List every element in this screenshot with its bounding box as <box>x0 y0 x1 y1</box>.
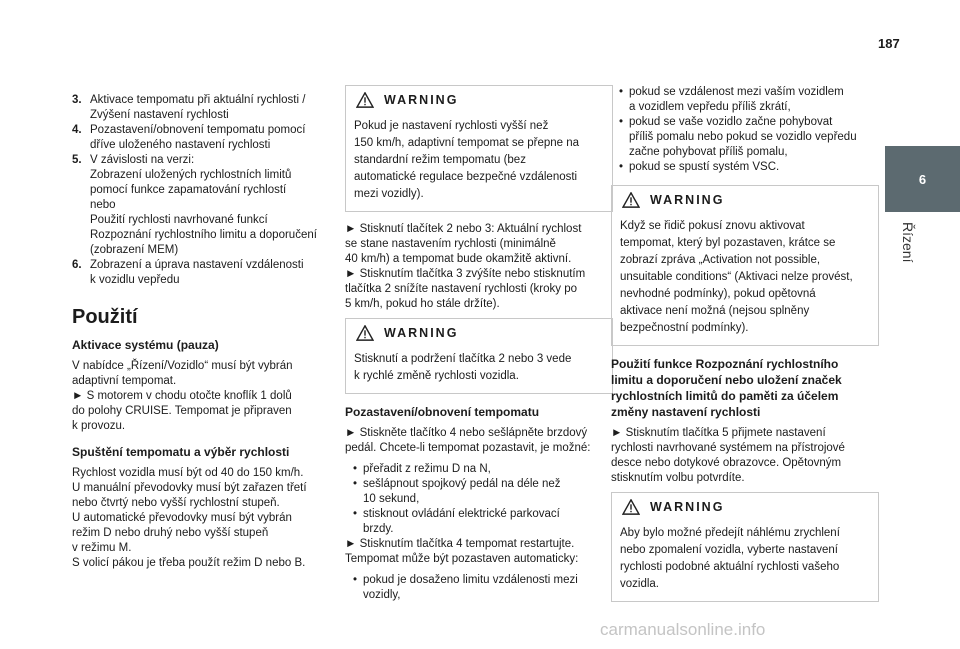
list-item <box>345 477 613 507</box>
list-item-text: pokud se vaše vozidlo začne pohybovat příliš pomalu nebo pokud se vozidlo vepředu začne pohybovat příliš pomalu, <box>629 116 857 158</box>
warning-text: Stisknutí a podržení tlačítka 2 nebo 3 vede k rychlé změně rychlosti vozidla. <box>354 353 572 382</box>
numbered-item <box>72 258 340 288</box>
bullet-icon: • <box>619 116 624 128</box>
subheading-activation: Aktivace systému (pauza) <box>72 338 219 352</box>
item-text: Zobrazení a úprava nastavení vzdálenosti k vozidlu vepředu <box>90 259 304 286</box>
warning-icon <box>622 192 640 208</box>
item-number: 4. <box>72 124 82 136</box>
bullet-icon: • <box>353 478 358 490</box>
list-item <box>345 573 613 603</box>
subheading-speed-limit: Použití funkce Rozpoznání rychlostního limitu a doporučení nebo uložení značek rychlostních limitů do paměti za účelem změny nastavení rychlosti <box>611 357 842 419</box>
bullet-icon: • <box>353 574 358 586</box>
list-item <box>345 462 613 477</box>
list-item <box>611 115 879 160</box>
paragraph-buttons: ► Stisknutí tlačítek 2 nebo 3: Aktuální rychlost se stane nastavením rychlosti (minimálně 40 km/h) a tempomat bude okamžitě aktivní. ► Stisknutím tlačítka 3 zvýšíte nebo stisknutím tlačítka 2 snížíte nastavení rychlosti (kroky po 5 km/h, pokud ho stále držíte). <box>345 223 586 310</box>
bullet-icon: • <box>619 161 624 173</box>
paragraph-speed-limit: ► Stisknutím tlačítka 5 přijmete nastavení rychlosti navrhované systémem na přístrojové desce nebo dotykové obrazovce. Opětovným stisknutím volbu potvrdíte. <box>611 427 845 484</box>
column-1 <box>72 93 340 577</box>
warning-box <box>611 492 879 602</box>
list-item-text: přeřadit z režimu D na N, <box>363 463 491 475</box>
list-item-text: pokud je dosaženo limitu vzdálenosti mezi vozidly, <box>363 574 578 601</box>
paragraph-restart: ► Stisknutím tlačítka 4 tempomat restartujte. Tempomat může být pozastaven automaticky: <box>345 538 579 565</box>
warning-box <box>611 185 879 346</box>
list-item <box>611 85 879 115</box>
warning-icon <box>356 92 374 108</box>
warning-title: WARNING <box>650 499 725 514</box>
bullet-icon: • <box>353 508 358 520</box>
numbered-item <box>72 153 340 258</box>
warning-title: WARNING <box>650 192 725 207</box>
bullet-icon: • <box>353 463 358 475</box>
item-text: Pozastavení/obnovení tempomatu pomocí dříve uloženého nastavení rychlosti <box>90 124 306 151</box>
item-number: 6. <box>72 259 82 271</box>
subheading-start: Spuštění tempomatu a výběr rychlosti <box>72 445 290 459</box>
list-item-text: stisknout ovládání elektrické parkovací brzdy. <box>363 508 560 535</box>
list-item-text: sešlápnout spojkový pedál na déle než 10 sekund, <box>363 478 561 505</box>
warning-title: WARNING <box>384 92 459 107</box>
bullet-icon: • <box>619 86 624 98</box>
numbered-item <box>72 93 340 123</box>
page-number: 187 <box>878 36 900 51</box>
warning-text: Pokud je nastavení rychlosti vyšší než 150 km/h, adaptivní tempomat se přepne na standardní režim tempomatu (bez automatické regulace bezpečné vzdálenosti mezi vozidly). <box>354 120 580 200</box>
warning-box <box>345 85 613 212</box>
list-item <box>611 160 879 175</box>
warning-box <box>345 318 613 394</box>
paragraph-pause: ► Stiskněte tlačítko 4 nebo sešlápněte brzdový pedál. Chcete-li tempomat pozastavit, je možné: <box>345 427 591 454</box>
item-number: 5. <box>72 154 82 166</box>
subheading-pause: Pozastavení/obnovení tempomatu <box>345 405 540 419</box>
bullet-list <box>345 573 613 603</box>
list-item <box>345 507 613 537</box>
warning-icon <box>356 325 374 341</box>
list-item-text: pokud se spustí systém VSC. <box>629 161 780 173</box>
item-number: 3. <box>72 94 82 106</box>
warning-text: Aby bylo možné předejít náhlému zrychlení nebo zpomalení vozidla, vyberte nastavení rychlosti podobné aktuální rychlosti vašeho vozidla. <box>620 527 840 590</box>
warning-icon <box>622 499 640 515</box>
paragraph-activation: V nabídce „Řízení/Vozidlo“ musí být vybrán adaptivní tempomat. ► S motorem v chodu otočte knoflík 1 dolů do polohy CRUISE. Tempomat je připraven k provozu. <box>72 360 293 432</box>
bullet-list <box>345 462 613 537</box>
item-text: Aktivace tempomatu při aktuální rychlosti / Zvýšení nastavení rychlosti <box>90 94 306 121</box>
numbered-list <box>72 93 340 288</box>
warning-text: Když se řidič pokusí znovu aktivovat tempomat, který byl pozastaven, krátce se zobrazí zpráva „Activation not possible, unsuitable conditions“ (Aktivaci nelze provést, nevhodné podmínky), pokud opětovná aktivace není možná (nejsou splněny bezpečnostní podmínky). <box>620 220 853 334</box>
item-text: V závislosti na verzi: Zobrazení uložených rychlostních limitů pomocí funkce zapamatování rychlostí nebo Použití rychlosti navrhované funkcí Rozpoznání rychlostního limitu a doporučení (zobrazení MEM) <box>90 154 317 256</box>
chapter-title: Řízení <box>900 222 916 263</box>
chapter-tab[interactable] <box>885 146 960 212</box>
list-item-text: pokud se vzdálenost mezi vaším vozidlem a vozidlem vepředu příliš zkrátí, <box>629 86 844 113</box>
column-2 <box>345 85 613 603</box>
bullet-list <box>611 85 879 175</box>
column-3 <box>611 85 879 612</box>
chapter-number: 6 <box>918 171 927 187</box>
numbered-item <box>72 123 340 153</box>
paragraph-start: Rychlost vozidla musí být od 40 do 150 km/h. U manuální převodovky musí být zařazen třetí nebo čtvrtý nebo vyšší rychlostní stupeň. U automatické převodovky musí být vybrán režim D nebo druhý nebo vyšší stupeň v režimu M. S volicí pákou je třeba použít režim D nebo B. <box>72 467 307 569</box>
warning-title: WARNING <box>384 325 459 340</box>
section-heading: Použití <box>72 306 138 328</box>
watermark: carmanualsonline.info <box>600 620 766 639</box>
